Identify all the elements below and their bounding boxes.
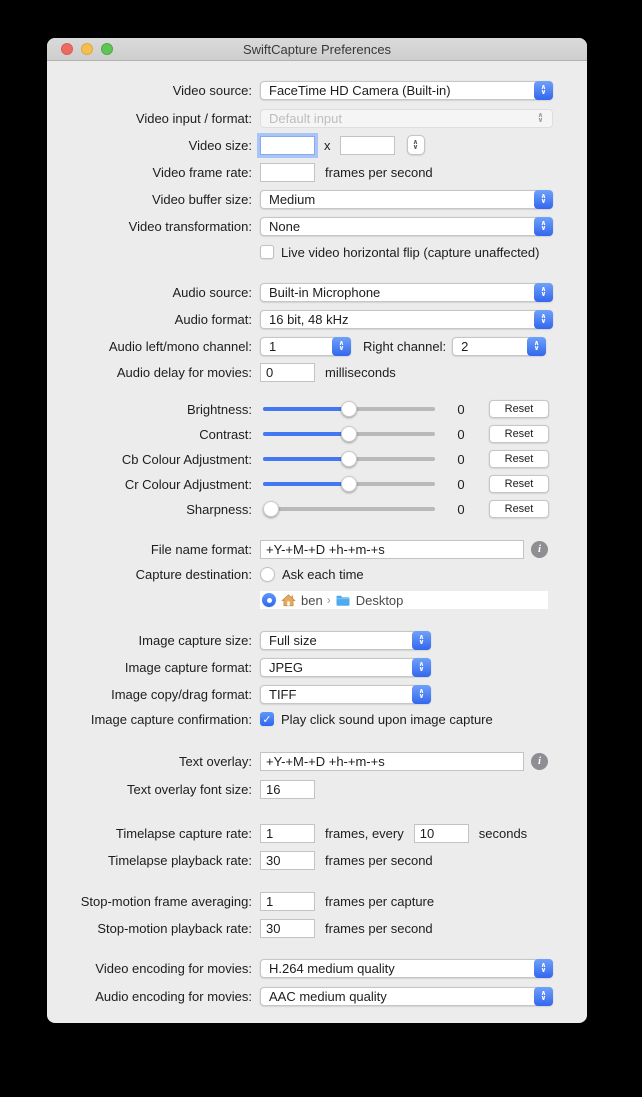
audio-delay-row: [47, 362, 587, 382]
overlay-font-size-field[interactable]: 16: [260, 780, 315, 799]
image-format-row: [47, 657, 587, 677]
text-overlay-field[interactable]: +Y-+M-+D +h-+m-+s: [260, 752, 524, 771]
timelapse-capture-mid: frames, every: [325, 825, 404, 841]
brightness-reset-button[interactable]: Reset: [489, 400, 549, 418]
audio-source-label: Audio source:: [172, 284, 252, 300]
timelapse-playback-label: Timelapse playback rate:: [107, 852, 252, 868]
audio-encoding-select[interactable]: AAC medium quality ∧ ∨: [260, 987, 553, 1006]
timelapse-seconds-field[interactable]: 10: [414, 824, 469, 843]
image-format-select[interactable]: JPEG ∧ ∨: [260, 658, 431, 677]
capture-destination-row: [47, 564, 587, 584]
contrast-value: 0: [457, 426, 465, 442]
timelapse-capture-row: [47, 823, 587, 843]
video-encoding-select[interactable]: H.264 medium quality ∧ ∨: [260, 959, 553, 978]
audio-format-row: [47, 309, 587, 329]
image-confirm-row: [47, 709, 587, 729]
audio-source-row: [47, 282, 587, 302]
popup-arrows-icon: ∧ ∨: [534, 310, 553, 329]
audio-format-select[interactable]: 16 bit, 48 kHz ∧ ∨: [260, 310, 553, 329]
audio-left-channel-label: Audio left/mono channel:: [108, 338, 252, 354]
home-icon: [281, 593, 296, 608]
image-format-label: Image capture format:: [124, 659, 252, 675]
stopmotion-averaging-label: Stop-motion frame averaging:: [80, 893, 252, 909]
audio-delay-suffix: milliseconds: [325, 364, 396, 380]
audio-format-label: Audio format:: [174, 311, 252, 327]
contrast-reset-button[interactable]: Reset: [489, 425, 549, 443]
sharpness-label: Sharpness:: [186, 501, 252, 517]
stopmotion-playback-suffix: frames per second: [325, 920, 433, 936]
slider-thumb[interactable]: [341, 426, 357, 442]
sharpness-row: [47, 499, 587, 519]
brightness-slider[interactable]: [263, 401, 435, 417]
titlebar[interactable]: [47, 38, 587, 61]
path-folder-label: Desktop: [355, 592, 404, 608]
video-size-row: [47, 135, 587, 155]
image-copydrag-label: Image copy/drag format:: [111, 686, 252, 702]
cr-adjustment-label: Cr Colour Adjustment:: [124, 476, 252, 492]
destination-folder-radio[interactable]: [262, 593, 276, 607]
path-separator-icon: ›: [326, 593, 331, 607]
info-icon[interactable]: i: [531, 753, 548, 770]
image-confirm-label: Image capture confirmation:: [90, 711, 252, 727]
video-frame-rate-label: Video frame rate:: [152, 164, 252, 180]
stopmotion-playback-label: Stop-motion playback rate:: [97, 920, 252, 936]
preferences-window: [47, 38, 587, 1023]
destination-path-row: [47, 590, 587, 610]
audio-source-select[interactable]: Built-in Microphone ∧ ∨: [260, 283, 553, 302]
popup-arrows-icon: ∧ ∨: [534, 987, 553, 1006]
video-encoding-label: Video encoding for movies:: [95, 960, 252, 976]
timelapse-capture-suffix: seconds: [478, 825, 528, 841]
audio-channels-row: [47, 336, 587, 356]
overlay-font-size-row: [47, 779, 587, 799]
flip-row: [47, 242, 587, 262]
image-copydrag-row: [47, 684, 587, 704]
check-icon: ✓: [262, 713, 272, 726]
video-transform-label: Video transformation:: [128, 218, 252, 234]
cr-reset-button[interactable]: Reset: [489, 475, 549, 493]
audio-right-channel-select[interactable]: 2 ∧ ∨: [452, 337, 546, 356]
slider-thumb[interactable]: [341, 401, 357, 417]
video-source-select[interactable]: FaceTime HD Camera (Built-in) ∧ ∨: [260, 81, 553, 100]
video-transform-select[interactable]: None ∧ ∨: [260, 217, 553, 236]
video-source-row: [47, 80, 587, 100]
timelapse-frames-field[interactable]: 1: [260, 824, 315, 843]
popup-arrows-icon: ∧ ∨: [412, 658, 431, 677]
video-size-stepper[interactable]: ∧ ∨: [407, 135, 425, 155]
slider-thumb[interactable]: [341, 476, 357, 492]
video-width-field[interactable]: [260, 136, 315, 155]
window-title: SwiftCapture Preferences: [242, 42, 392, 57]
video-transform-row: [47, 216, 587, 236]
timelapse-playback-row: [47, 850, 587, 870]
popup-arrows-icon: ∧ ∨: [534, 283, 553, 302]
sharpness-slider[interactable]: [263, 501, 435, 517]
popup-arrows-icon: ∧ ∨: [412, 631, 431, 650]
click-sound-label: Play click sound upon image capture: [281, 711, 493, 727]
popup-arrows-icon: ∧ ∨: [534, 217, 553, 236]
text-overlay-label: Text overlay:: [179, 753, 252, 769]
timelapse-playback-suffix: frames per second: [325, 852, 433, 868]
destination-path-bar[interactable]: [260, 591, 548, 609]
brightness-row: [47, 399, 587, 419]
popup-arrows-icon: ∧ ∨: [534, 959, 553, 978]
video-height-field[interactable]: [340, 136, 395, 155]
cr-adjustment-row: [47, 474, 587, 494]
video-source-label: Video source:: [172, 82, 252, 98]
flip-label: Live video horizontal flip (capture unaffected): [281, 244, 540, 260]
cb-adjustment-label: Cb Colour Adjustment:: [121, 451, 252, 467]
contrast-slider[interactable]: [263, 426, 435, 442]
audio-delay-field[interactable]: 0: [260, 363, 315, 382]
image-size-label: Image capture size:: [138, 632, 252, 648]
image-size-row: [47, 630, 587, 650]
slider-thumb[interactable]: [341, 451, 357, 467]
video-buffer-select[interactable]: Medium ∧ ∨: [260, 190, 553, 209]
video-input-select: Default input ∧ ∨: [260, 109, 553, 128]
video-size-label: Video size:: [188, 137, 252, 153]
stopmotion-playback-row: [47, 918, 587, 938]
size-separator: x: [324, 137, 331, 153]
ask-each-time-label: Ask each time: [282, 566, 364, 582]
path-home-label: ben: [301, 592, 323, 608]
frame-rate-suffix: frames per second: [325, 164, 433, 180]
stopmotion-averaging-row: [47, 891, 587, 911]
brightness-value: 0: [457, 401, 465, 417]
stopmotion-playback-field[interactable]: 30: [260, 919, 315, 938]
cr-adjustment-value: 0: [457, 476, 465, 492]
timelapse-capture-label: Timelapse capture rate:: [115, 825, 252, 841]
capture-destination-label: Capture destination:: [135, 566, 252, 582]
cb-adjustment-row: [47, 449, 587, 469]
folder-icon: [335, 594, 351, 607]
flip-checkbox[interactable]: [260, 245, 274, 259]
video-input-label: Video input / format:: [135, 110, 252, 126]
sharpness-value: 0: [457, 501, 465, 517]
video-input-row: [47, 108, 587, 128]
audio-encoding-row: [47, 986, 587, 1006]
file-name-format-row: [47, 539, 587, 559]
sharpness-reset-button[interactable]: Reset: [489, 500, 549, 518]
stopmotion-averaging-suffix: frames per capture: [325, 893, 435, 909]
click-sound-checkbox[interactable]: [260, 712, 274, 726]
overlay-font-size-label: Text overlay font size:: [127, 781, 252, 797]
timelapse-playback-field[interactable]: 30: [260, 851, 315, 870]
video-buffer-row: [47, 189, 587, 209]
right-channel-label: Right channel:: [363, 338, 447, 354]
text-overlay-row: [47, 751, 587, 771]
cb-reset-button[interactable]: Reset: [489, 450, 549, 468]
contrast-row: [47, 424, 587, 444]
brightness-label: Brightness:: [186, 401, 252, 417]
popup-arrows-icon: ∧ ∨: [527, 337, 546, 356]
video-frame-rate-row: [47, 162, 587, 182]
audio-delay-label: Audio delay for movies:: [116, 364, 252, 380]
popup-arrows-icon: ∧ ∨: [534, 190, 553, 209]
slider-thumb[interactable]: [263, 501, 279, 517]
popup-arrows-icon: ∧ ∨: [537, 112, 544, 124]
info-icon[interactable]: i: [531, 541, 548, 558]
stopmotion-averaging-field[interactable]: 1: [260, 892, 315, 911]
popup-arrows-icon: ∧ ∨: [412, 685, 431, 704]
cb-adjustment-slider[interactable]: [263, 451, 435, 467]
audio-left-channel-select[interactable]: 1 ∧ ∨: [260, 337, 351, 356]
image-size-select[interactable]: Full size ∧ ∨: [260, 631, 431, 650]
file-name-format-label: File name format:: [150, 541, 252, 557]
cb-adjustment-value: 0: [457, 451, 465, 467]
popup-arrows-icon: ∧ ∨: [332, 337, 351, 356]
video-buffer-label: Video buffer size:: [152, 191, 252, 207]
contrast-label: Contrast:: [199, 426, 252, 442]
video-encoding-row: [47, 958, 587, 978]
popup-arrows-icon: ∧ ∨: [534, 81, 553, 100]
video-frame-rate-field[interactable]: [260, 163, 315, 182]
audio-encoding-label: Audio encoding for movies:: [95, 988, 252, 1004]
image-copydrag-select[interactable]: TIFF ∧ ∨: [260, 685, 431, 704]
ask-each-time-radio[interactable]: [260, 567, 275, 582]
file-name-format-field[interactable]: +Y-+M-+D +h-+m-+s: [260, 540, 524, 559]
cr-adjustment-slider[interactable]: [263, 476, 435, 492]
